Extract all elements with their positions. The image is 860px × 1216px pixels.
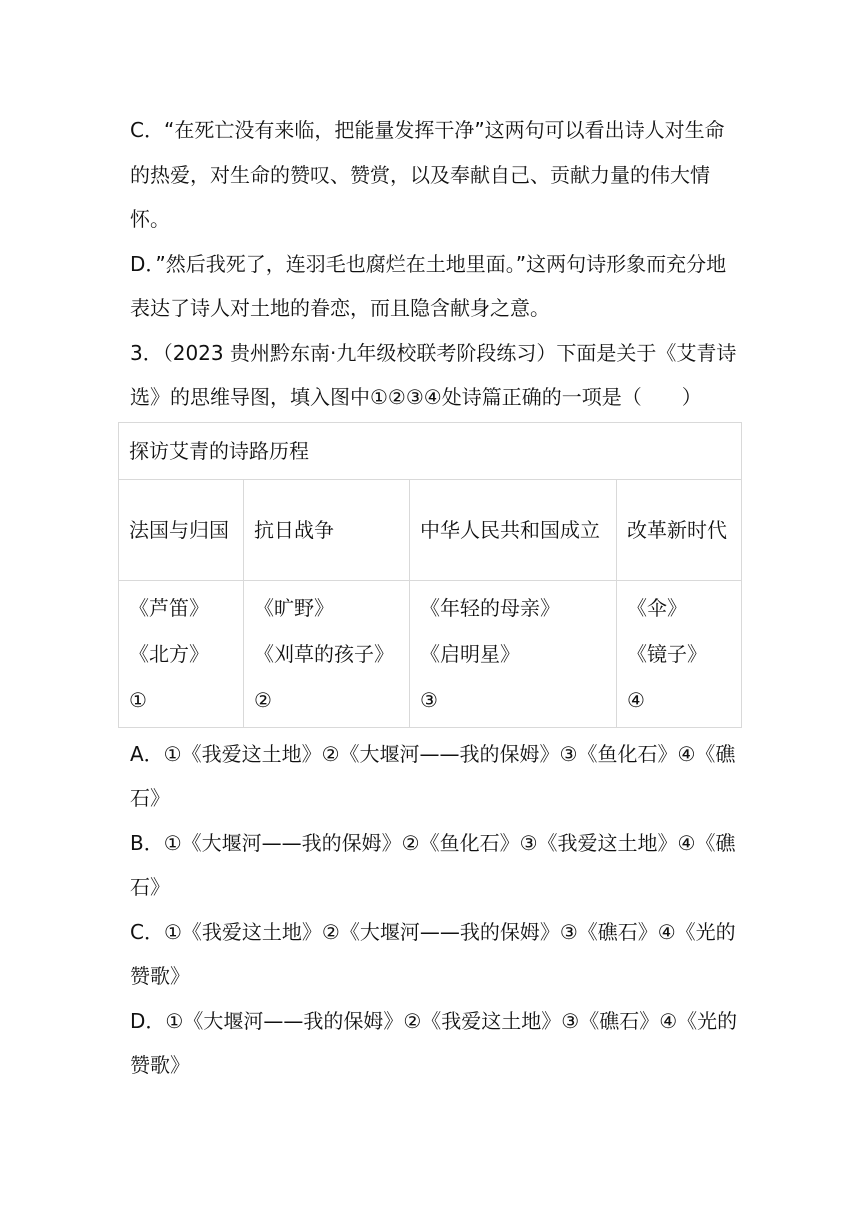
poem-item: 《刈草的孩子》 [254, 641, 394, 666]
answer-options [130, 732, 742, 1088]
poem-item: 《年轻的母亲》 [420, 595, 560, 620]
option-c: C．①《我爱这土地》②《大堰河——我的保姆》③《礁石》④《光的赞歌》 [130, 919, 736, 988]
poem-item: 《芦笛》 [129, 595, 209, 620]
blank-marker: ④ [627, 687, 645, 712]
blank-marker: ① [129, 687, 147, 712]
column-items-war [244, 580, 410, 727]
option-b: B．①《大堰河——我的保姆》②《鱼化石》③《我爱这土地》④《礁石》 [130, 830, 736, 899]
mind-map-table [118, 422, 742, 728]
poem-item: 《启明星》 [420, 641, 520, 666]
column-header-war: 抗日战争 [244, 479, 410, 580]
blank-marker: ③ [420, 687, 438, 712]
prev-option-c: C．“在死亡没有来临，把能量发挥干净”这两句可以看出诗人对生命的热爱，对生命的赞叹、赞赏，以及奉献自己、贡献力量的伟大情怀。 [130, 118, 725, 231]
poem-item: 《北方》 [129, 641, 209, 666]
prev-option-d: D．”然后我死了，连羽毛也腐烂在土地里面。”这两句诗形象而充分地表达了诗人对土地的眷恋，而且隐含献身之意。 [130, 251, 727, 320]
column-items-prc [410, 580, 617, 727]
table-title: 探访艾青的诗路历程 [119, 422, 742, 479]
column-header-prc: 中华人民共和国成立 [410, 479, 617, 580]
column-items-reform [617, 580, 742, 727]
column-items-france [119, 580, 244, 727]
option-a: A．①《我爱这土地》②《大堰河——我的保姆》③《鱼化石》④《礁石》 [130, 741, 736, 810]
mind-map-table-wrapper [118, 422, 741, 728]
poem-item: 《旷野》 [254, 595, 334, 620]
question-3-stem: 3．（2023 贵州黔东南·九年级校联考阶段练习）下面是关于《艾青诗选》的思维导图，填入图中①②③④处诗篇正确的一项是（ ） [130, 340, 737, 409]
document-page [130, 108, 742, 1088]
option-d: D．①《大堰河——我的保姆》②《我爱这土地》③《礁石》④《光的赞歌》 [130, 1008, 738, 1077]
column-header-reform: 改革新时代 [617, 479, 742, 580]
column-header-france: 法国与归国 [119, 479, 244, 580]
poem-item: 《伞》 [627, 595, 687, 620]
poem-item: 《镜子》 [627, 641, 707, 666]
blank-marker: ② [254, 687, 272, 712]
